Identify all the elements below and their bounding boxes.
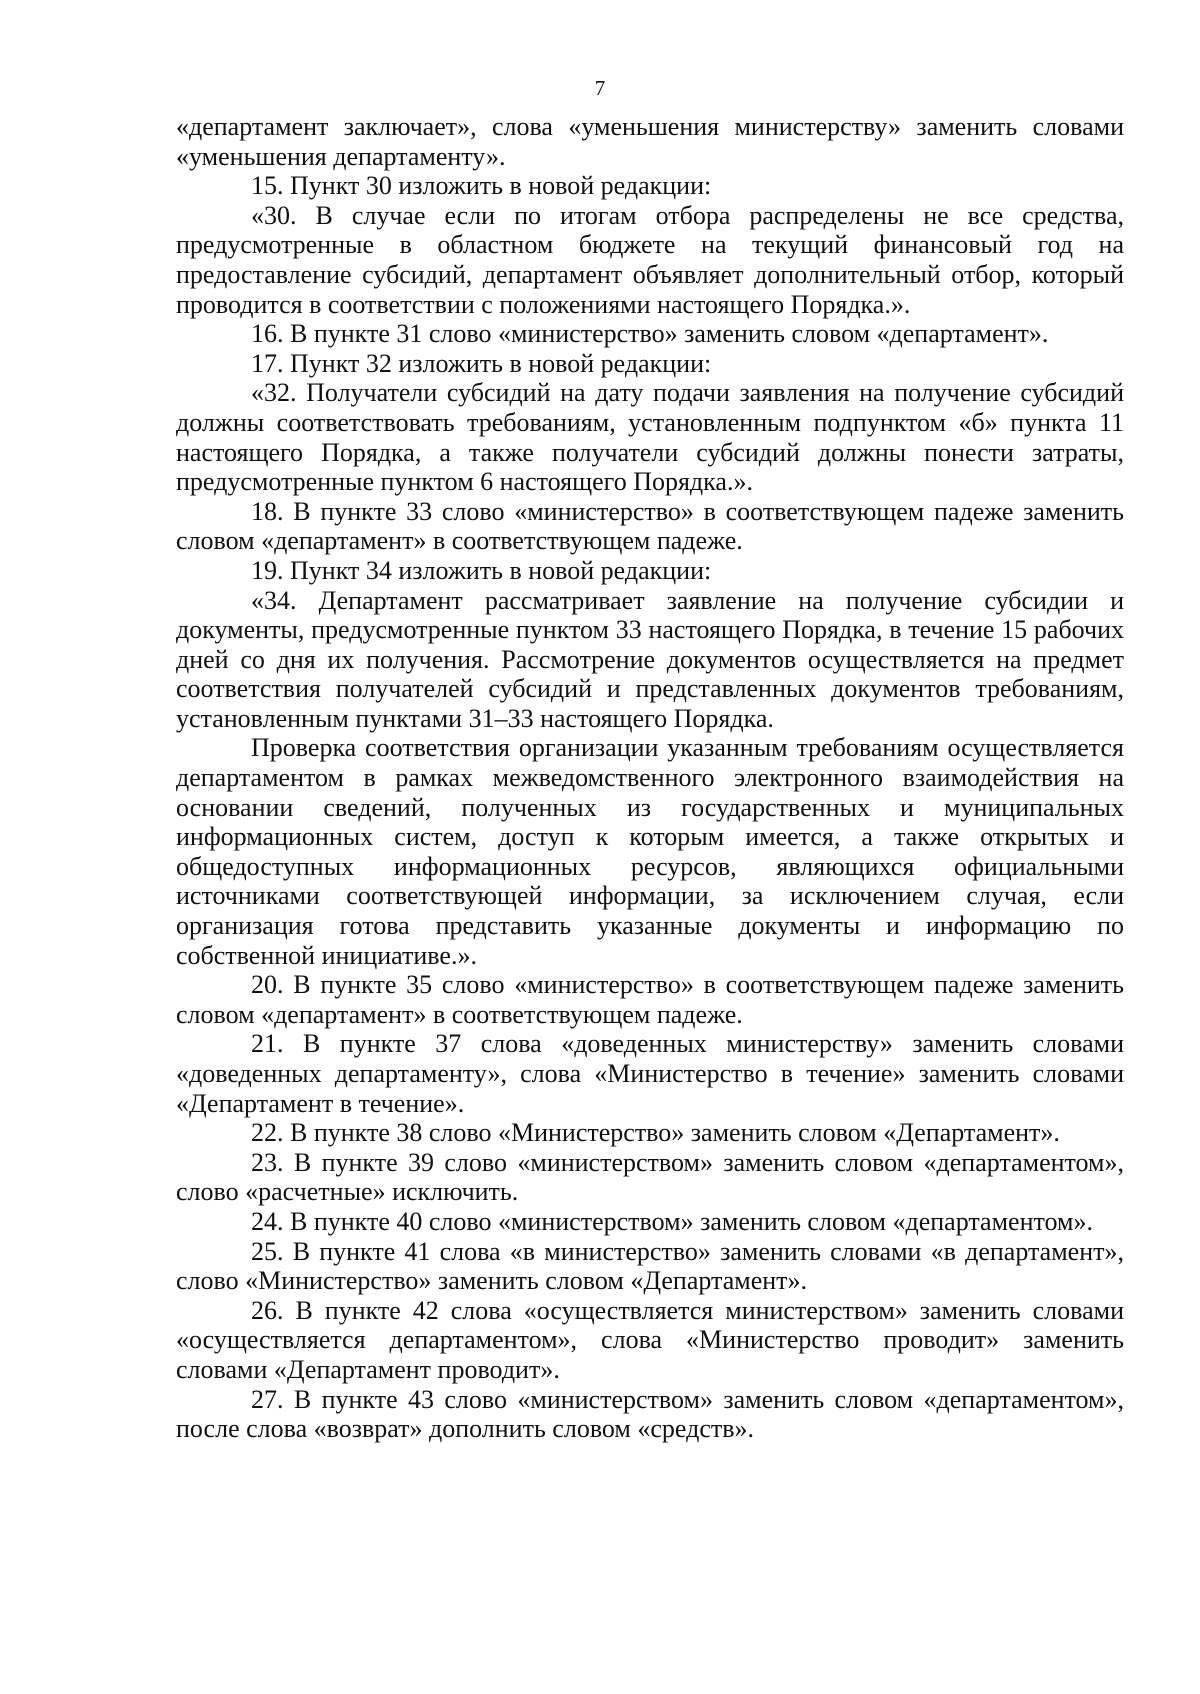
document-paragraph: 21. В пункте 37 слова «доведенных министерству» заменить словами «доведенных департаменту», слова «Министерство в течение» заменить словами «Департамент в течение». (176, 1029, 1124, 1118)
document-paragraph: 24. В пункте 40 слово «министерством» заменить словом «департаментом». (251, 1206, 1093, 1236)
document-paragraph: «департамент заключает», слова «уменьшения министерству» заменить словами «уменьшения департаменту». (176, 112, 1124, 171)
document-paragraph: «32. Получатели субсидий на дату подачи заявления на получение субсидий должны соответствовать требованиям, установленным подпунктом «б» пункта 11 настоящего Порядка, а также получатели субсидий должны понести затраты, предусмотренные пунктом 6 настоящего Порядка.». (176, 378, 1124, 497)
document-paragraph: «30. В случае если по итогам отбора распределены не все средства, предусмотренные в областном бюджете на текущий финансовый год на предоставление субсидий, департамент объявляет дополнительный отбор, который проводится в соответствии с положениями настоящего Порядка.». (176, 200, 1124, 319)
document-paragraph: 22. В пункте 38 слово «Министерство» заменить словом «Департамент». (251, 1118, 1060, 1148)
document-paragraph: 15. Пункт 30 изложить в новой редакции: (251, 171, 712, 201)
document-paragraph: «34. Департамент рассматривает заявление на получение субсидии и документы, предусмотренные пунктом 33 настоящего Порядка, в течение 15 рабочих дней со дня их получения. Рассмотрение документов осуществляется на предмет соответствия получателей субсидий и представленных документов требованиям, установленным пунктами 31–33 настоящего Порядка. (176, 585, 1124, 733)
document-body (176, 112, 1124, 1444)
document-paragraph: 23. В пункте 39 слово «министерством» заменить словом «департаментом», слово «расчетные» исключить. (176, 1147, 1124, 1207)
document-paragraph: 18. В пункте 33 слово «министерство» в соответствующем падеже заменить словом «департамент» в соответствующем падеже. (176, 496, 1124, 556)
document-paragraph: 20. В пункте 35 слово «министерство» в соответствующем падеже заменить словом «департамент» в соответствующем падеже. (176, 970, 1124, 1029)
document-paragraph: 26. В пункте 42 слова «осуществляется министерством» заменить словами «осуществляется департаментом», слова «Министерство проводит» заменить словами «Департамент проводит». (176, 1295, 1124, 1384)
page-number: 7 (594, 76, 606, 100)
document-paragraph: 27. В пункте 43 слово «министерством» заменить словом «департаментом», после слова «возврат» дополнить словом «средств». (176, 1384, 1124, 1444)
document-paragraph: Проверка соответствия организации указанным требованиям осуществляется департаментом в рамках межведомственного электронного взаимодействия на основании сведений, полученных из государственных и муниципальных информационных систем, доступ к которым имеется, а также открытых и общедоступных информационных ресурсов, являющихся официальными источниками соответствующей информации, за исключением случая, если организация готова представить указанные документы и информацию по собственной инициативе.». (176, 733, 1124, 970)
document-paragraph: 16. В пункте 31 слово «министерство» заменить словом «департамент». (251, 319, 1049, 349)
document-paragraph: 17. Пункт 32 изложить в новой редакции: (251, 348, 712, 378)
document-paragraph: 25. В пункте 41 слова «в министерство» заменить словами «в департамент», слово «Министерство» заменить словом «Департамент». (176, 1236, 1124, 1296)
document-paragraph: 19. Пункт 34 изложить в новой редакции: (251, 555, 712, 585)
